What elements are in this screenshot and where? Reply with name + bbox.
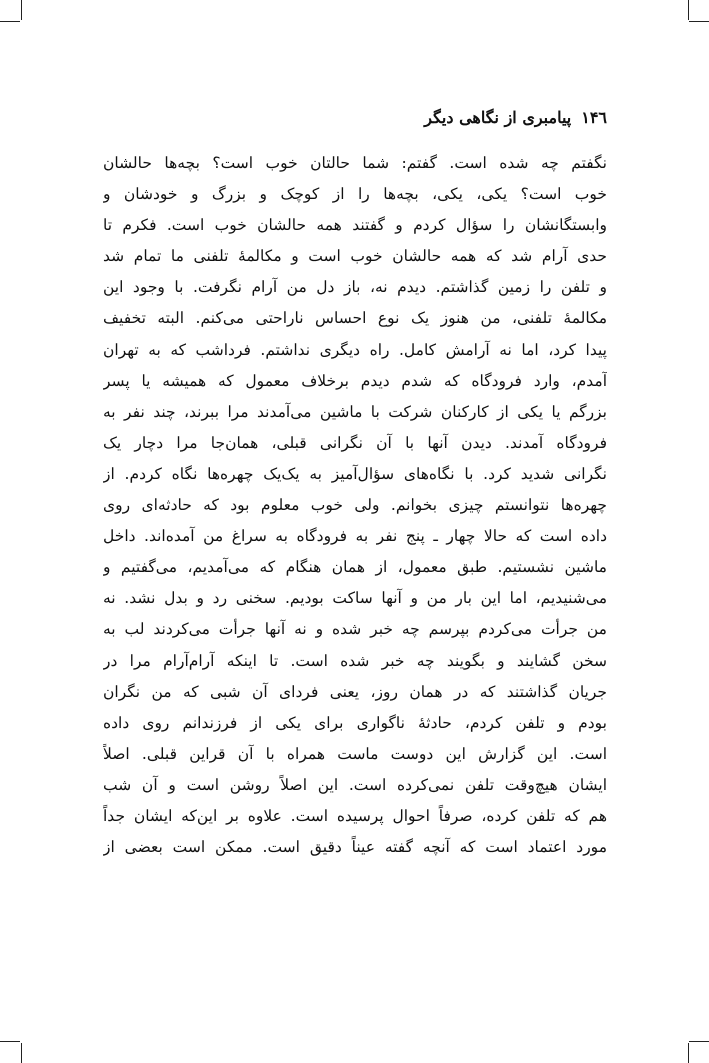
text-line: من جرأت می‌کردم بپرسم چه خبر شده و نه آنها جرأت می‌کردند لب به <box>103 620 607 639</box>
body-text <box>103 148 607 863</box>
text-line: مکالمهٔ تلفنی، من هنوز یک نوع احساس ناراحتی می‌کنم. البته تخفیف <box>103 309 607 328</box>
text-line: است. این گزارش این دوست ماست همراه با آن قراین قبلی. اصلاً <box>103 744 607 763</box>
page-number: ۱۴٦ <box>581 107 607 127</box>
text-line: می‌شنیدیم، اما این بار من و آنها ساکت بودیم. سخنی رد و بدل نشد. نه <box>103 589 607 608</box>
text-line: داده است که حالا چهار ـ پنج نفر به فرودگاه به سراغ من آمده‌اند. داخل <box>103 527 607 546</box>
crop-mark-top-right-vertical <box>688 0 689 20</box>
text-line: نگفتم چه شده است. گفتم: شما حالتان خوب است؟ بچه‌ها حالشان <box>103 154 607 172</box>
crop-mark-bottom-right-horizontal <box>689 1041 709 1042</box>
crop-mark-top-left-vertical <box>21 0 22 20</box>
text-line: ایشان هیچ‌وقت تلفن نمی‌کرده است. این اصلاً روشن است و آن شب <box>103 775 607 794</box>
running-head-title: پیامبری از نگاهی دیگر <box>424 107 572 127</box>
crop-mark-top-right-horizontal <box>689 21 709 22</box>
crop-mark-top-left-horizontal <box>0 21 20 22</box>
text-line: وابستگانشان را سؤال کردم و گفتند همه حالشان خوب است. فکرم تا <box>103 216 607 235</box>
text-line: نگرانی شدید کرد. با نگاه‌های سؤال‌آمیز به یک‌یک چهره‌ها نگاه کردم. از <box>103 464 607 483</box>
text-line: بودم و تلفن کردم، حادثهٔ ناگواری برای یکی از فرزندانم روی داده <box>103 713 607 732</box>
crop-mark-bottom-right-vertical <box>688 1043 689 1063</box>
text-line: هم که تلفن کرده، صرفاً احوال پرسیده است. علاوه بر این‌که ایشان جداً <box>103 806 607 825</box>
text-line: خوب است؟ یکی، یکی، بچه‌ها را از کوچک و بزرگ و خودشان و <box>103 185 607 204</box>
text-line: حدی آرام شد که همه حالشان خوب است و مکالمهٔ تلفنی ما تمام شد <box>103 247 607 266</box>
text-line: مورد اعتماد است که آنچه گفته عیناً دقیق است. ممکن است بعضی از <box>103 838 607 857</box>
text-line: چهره‌ها نتوانستم چیزی بخوانم. ولی خوب معلوم بود که حادثه‌ای روی <box>103 496 607 515</box>
crop-mark-bottom-left-vertical <box>21 1043 22 1063</box>
text-line: پیدا کرد، اما نه آرامش کامل. راه دیگری نداشتم. فرداشب که به تهران <box>103 340 607 359</box>
text-line: آمدم، وارد فرودگاه که شدم دیدم برخلاف معمول که همیشه یا پسر <box>103 371 607 390</box>
running-head <box>103 104 607 130</box>
text-line: سخن گشایند و بگویند چه خبر شده است. تا اینکه آرام‌آرام مرا در <box>103 651 607 670</box>
text-line: فرودگاه آمدند. دیدن آنها با آن نگرانی قبلی، همان‌جا مرا دچار یک <box>103 433 607 452</box>
text-line: ماشین نشستیم. طبق معمول، از همان هنگام که می‌آمدیم، می‌گفتیم و <box>103 558 607 577</box>
text-line: و تلفن را زمین گذاشتم. دیدم نه، باز دل من آرام نگرفت. با وجود این <box>103 278 607 297</box>
text-line: جریان گذاشتند که در همان روز، یعنی فردای آن شبی که من نگران <box>103 682 607 701</box>
text-line: بزرگم یا یکی از کارکنان شرکت با ماشین می‌آمدند مرا ببرند، چند نفر به <box>103 402 607 421</box>
crop-mark-bottom-left-horizontal <box>0 1041 20 1042</box>
